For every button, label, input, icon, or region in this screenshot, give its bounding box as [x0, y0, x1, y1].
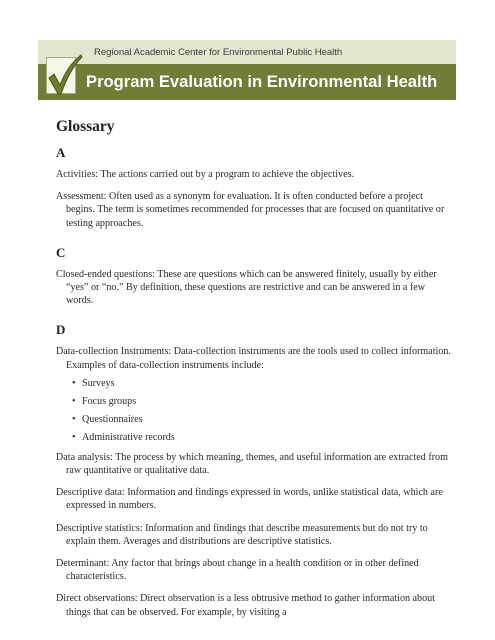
section-letter-a: A: [56, 145, 66, 160]
list-item: • Focus groups: [72, 395, 137, 407]
glossary-content: [56, 118, 451, 628]
section-letter-d: D: [56, 322, 66, 338]
glossary-heading: Glossary: [56, 118, 115, 135]
glossary-entry: Descriptive data: Information and findings expressed in words, unlike statistical data, which are expressed in numbers.: [56, 487, 443, 512]
checkbox-logo: [46, 57, 76, 94]
glossary-entry: Data-collection Instruments: Data-collection instruments are the tools used to collect information. Examples of data-collection instruments include:: [56, 346, 451, 371]
list-item: • Administrative records: [72, 431, 175, 443]
glossary-entry: Closed-ended questions: These are questions which can be answered finitely, usually by either “yes” or “no.” By definition, these questions are restrictive and can be answered in a few words.: [56, 268, 437, 307]
document-title: Program Evaluation in Environmental Health: [86, 72, 438, 91]
glossary-entry: Data analysis: The process by which meaning, themes, and useful information are extracted from raw quantitative or qualitative data.: [56, 451, 448, 477]
glossary-entry: Assessment: Often used as a synonym for evaluation. It is often conducted before a project begins. The term is sometimes recommended for processes that are focused on quantitative or testing approaches.: [56, 191, 445, 229]
glossary-entry: Activities: The actions carried out by a program to achieve the objectives.: [56, 169, 355, 180]
header-title-bar: [38, 64, 456, 100]
instrument-list: [56, 377, 451, 444]
organization-name: Regional Academic Center for Environmental Public Health: [94, 47, 343, 58]
header-org-band: [38, 40, 456, 64]
section-letter-c: C: [56, 244, 66, 260]
glossary-entry: Direct observations: Direct observation is a less obtrusive method to gather information about things that can be observed. For example, by visiting a: [56, 593, 435, 618]
glossary-entry: Determinant: Any factor that brings about change in a health condition or in other defined characteristics.: [56, 558, 419, 583]
list-item: • Surveys: [72, 377, 115, 389]
glossary-entry: Descriptive statistics: Information and findings that describe measurements but do not try to explain them. Averages and distributions are descriptive statistics.: [56, 522, 428, 547]
list-item: • Questionnaires: [72, 413, 143, 425]
checkmark-icon: [43, 52, 83, 98]
